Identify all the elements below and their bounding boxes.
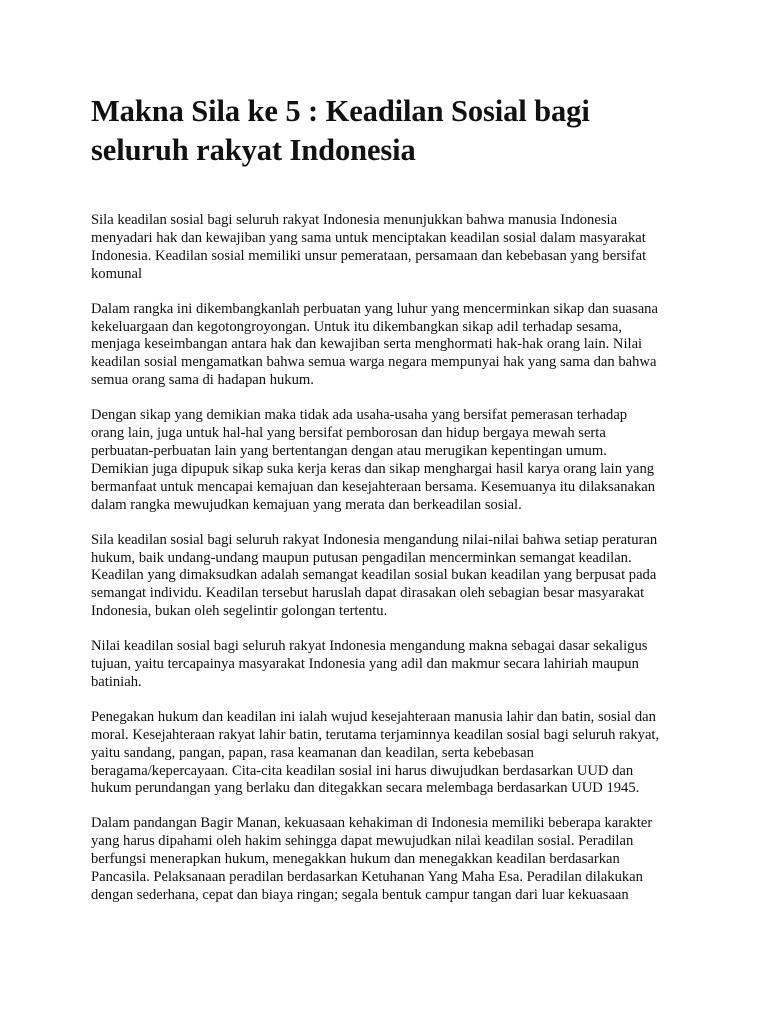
paragraph-1: Sila keadilan sosial bagi seluruh rakyat Indonesia menunjukkan bahwa manusia Indonesia menyadari hak dan kewajiban yang sama untuk menciptakan keadilan sosial dalam masyarakat Indonesia. Keadilan sosial memiliki unsur pemerataan, persamaan dan kebebasan yang bersifat komunal xyxy=(91,212,647,282)
document-title: Makna Sila ke 5 : Keadilan Sosial bagi seluruh rakyat Indonesia xyxy=(91,94,590,167)
paragraph-5: Nilai keadilan sosial bagi seluruh rakyat Indonesia mengandung makna sebagai dasar sekaligus tujuan, yaitu tercapainya masyarakat Indonesia yang adil dan makmur secara lahiriah maupun batiniah. xyxy=(91,638,648,690)
paragraph-2: Dalam rangka ini dikembangkanlah perbuatan yang luhur yang mencerminkan sikap dan suasana kekeluargaan dan kegotongroyongan. Untuk itu dikembangkan sikap adil terhadap sesama, menjaga keseimbangan antara hak dan kewajiban serta menghormati hak-hak orang lain. Nilai keadilan sosial mengamatkan bahwa semua warga negara mempunyai hak yang sama dan bahwa semua orang sama di hadapan hukum. xyxy=(91,300,658,389)
paragraph-3: Dengan sikap yang demikian maka tidak ada usaha-usaha yang bersifat pemerasan terhadap orang lain, juga untuk hal-hal yang bersifat pemborosan dan hidup bergaya mewah serta perbuatan-perbuatan lain yang bertentangan dengan atau merugikan kepentingan umum. Demikian juga dipupuk sikap suka kerja keras dan sikap menghargai hasil karya orang lain yang bermanfaat untuk mencapai kemajuan dan kesejahteraan bersama. Kesemuanya itu dilaksanakan dalam rangka mewujudkan kemajuan yang merata dan berkeadilan sosial. xyxy=(91,407,656,513)
paragraph-7: Dalam pandangan Bagir Manan, kekuasaan kehakiman di Indonesia memiliki beberapa karakter yang harus dipahami oleh hakim sehingga dapat mewujudkan nilai keadilan sosial. Peradilan berfungsi menerapkan hukum, menegakkan hukum dan menegakkan keadilan berdasarkan Pancasila. Pelaksanaan peradilan berdasarkan Ketuhanan Yang Maha Esa. Peradilan dilakukan dengan sederhana, cepat dan biaya ringan; segala bentuk campur tangan dari luar kekuasaan xyxy=(91,815,653,903)
paragraph-6: Penegakan hukum dan keadilan ini ialah wujud kesejahteraan manusia lahir dan batin, sosial dan moral. Kesejahteraan rakyat lahir batin, terutama terjaminnya keadilan sosial bagi seluruh rakyat, yaitu sandang, pangan, papan, rasa keamanan dan keadilan, serta kebebasan beragama/kepercayaan. Cita-cita keadilan sosial ini harus diwujudkan berdasarkan UUD dan hukum perundangan yang berlaku dan ditegakkan secara melembaga berdasarkan UUD 1945. xyxy=(91,708,660,797)
paragraph-4: Sila keadilan sosial bagi seluruh rakyat Indonesia mengandung nilai-nilai bahwa setiap peraturan hukum, baik undang-undang maupun putusan pengadilan mencerminkan semangat keadilan. Keadilan yang dimaksudkan adalah semangat keadilan sosial bukan keadilan yang berpusat pada semangat individu. Keadilan tersebut haruslah dapat dirasakan oleh sebagian besar masyarakat Indonesia, bukan oleh segelintir golongan tertentu. xyxy=(91,531,658,620)
document-page xyxy=(91,92,691,922)
